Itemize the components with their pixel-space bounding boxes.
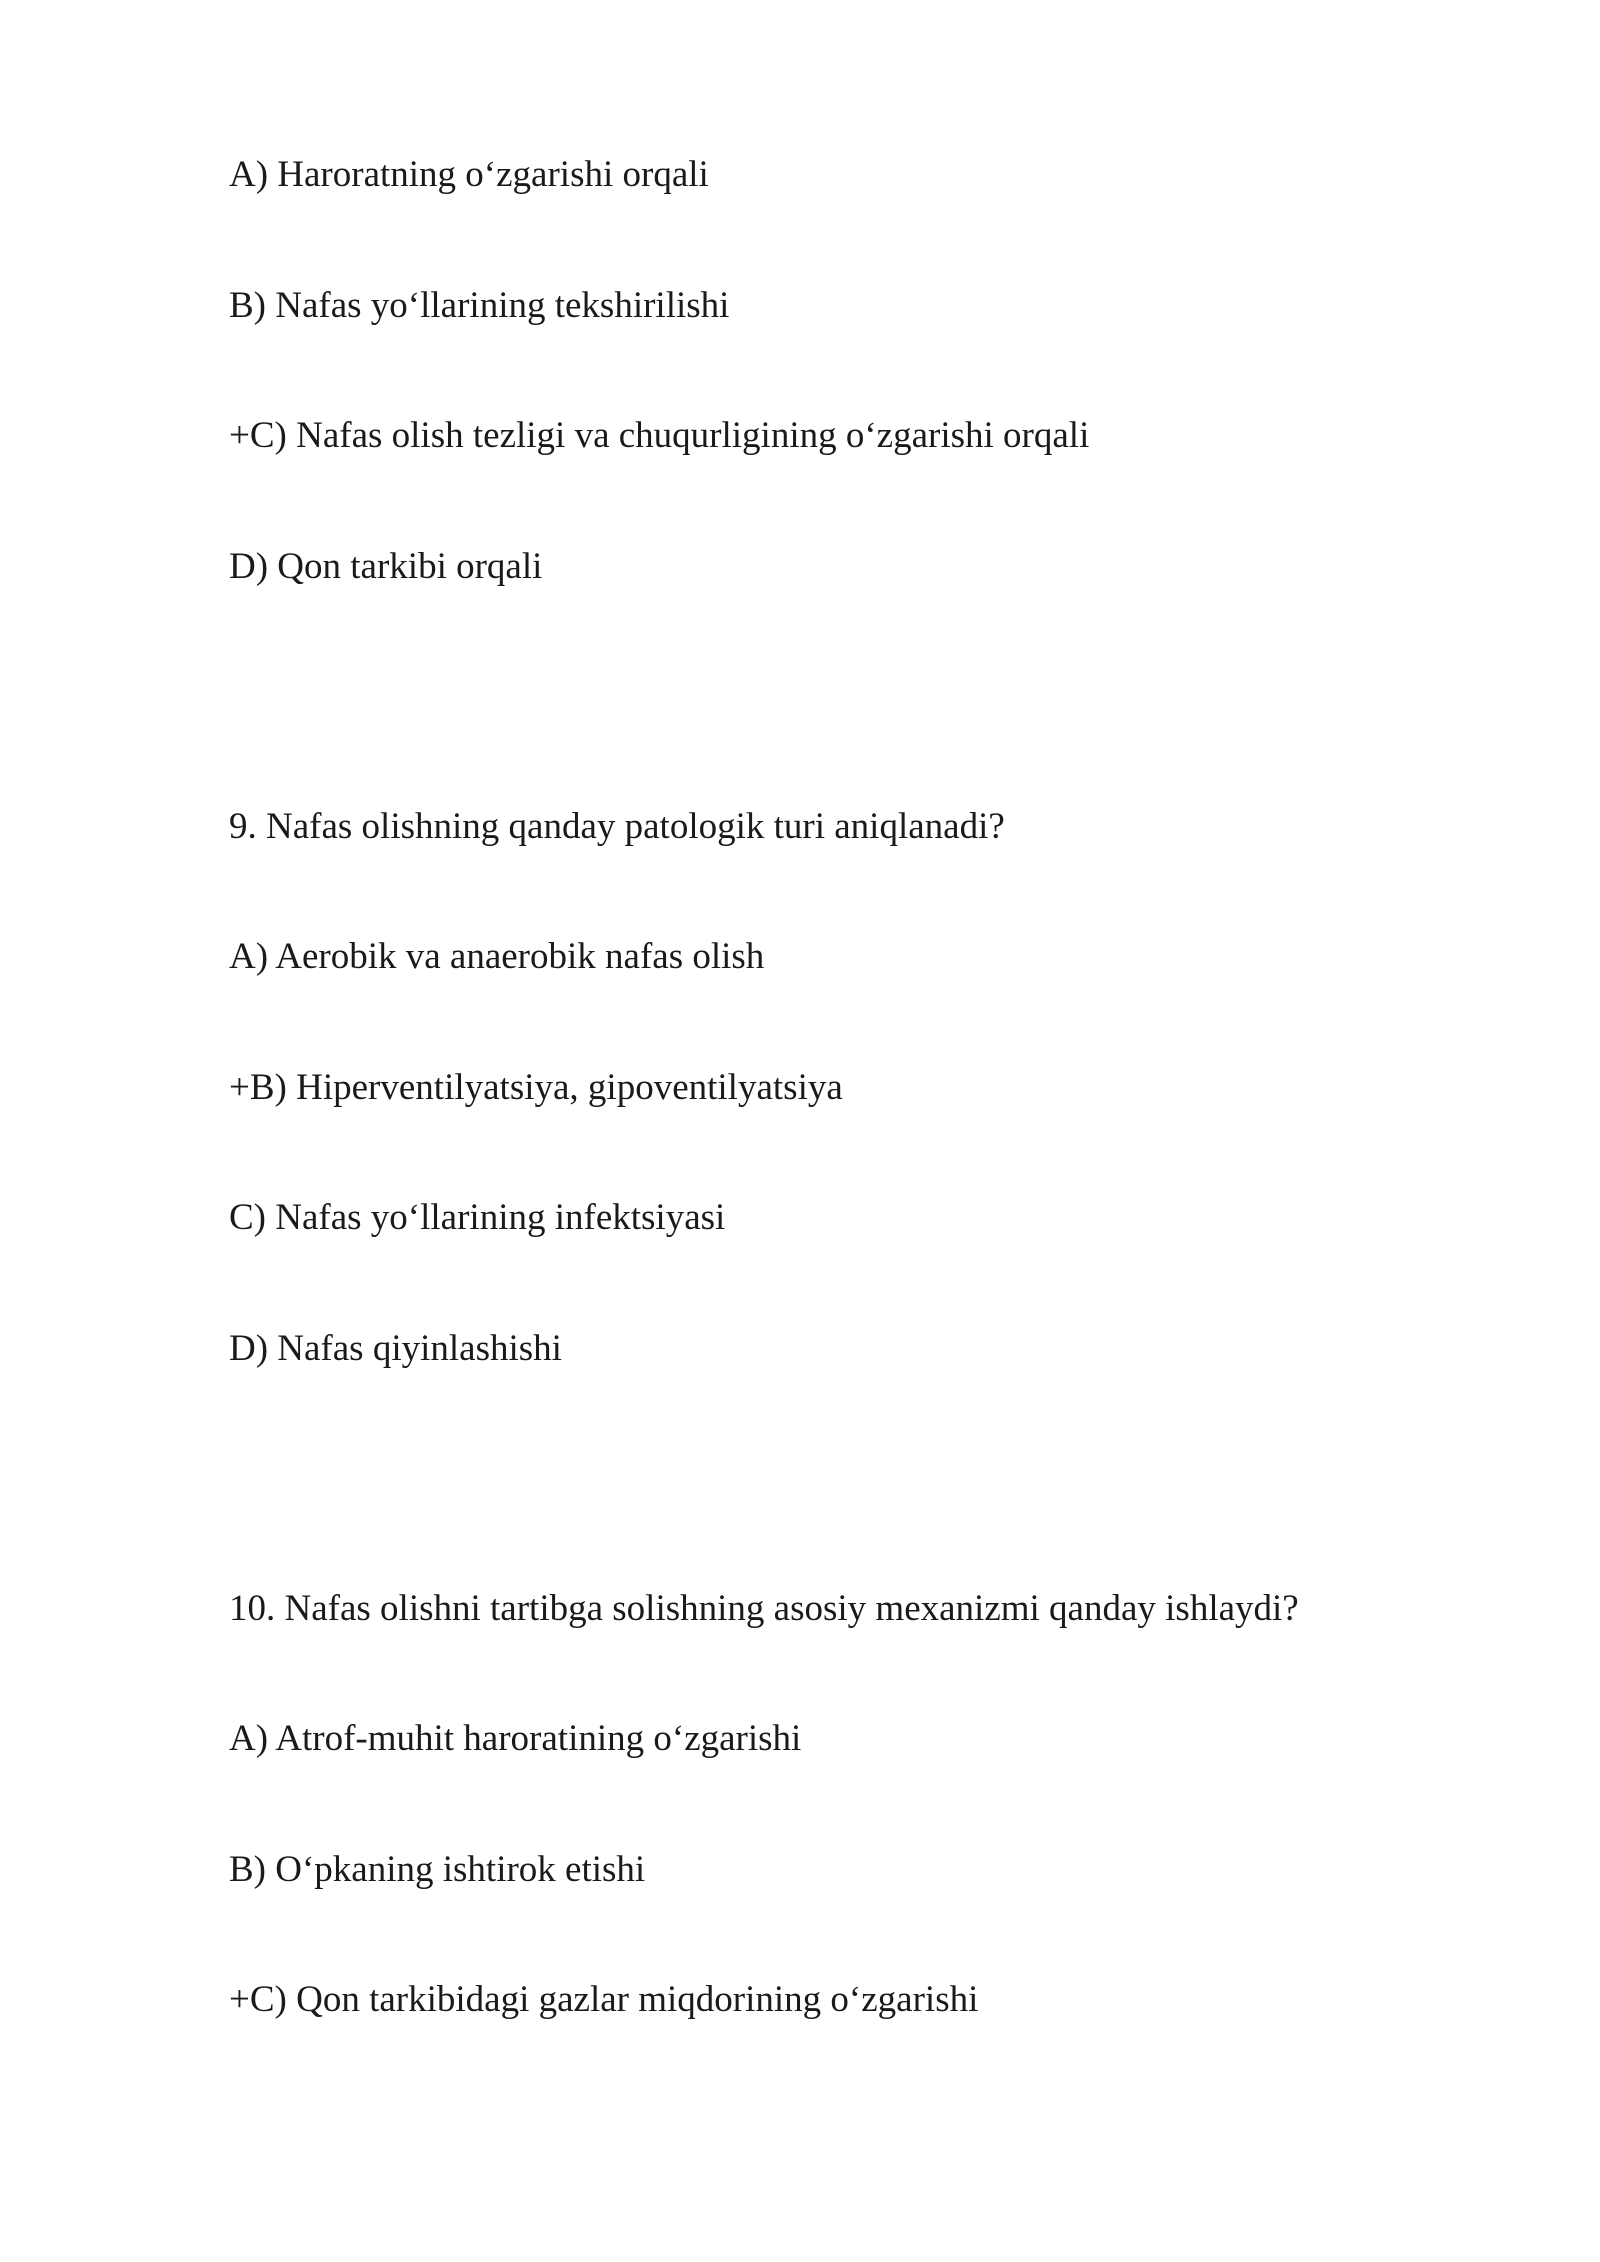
answer-option-correct: +C) Nafas olish tezligi va chuqurligining o‘zgarishi orqali bbox=[229, 415, 1090, 456]
answer-option-correct: +B) Hiperventilyatsiya, gipoventilyatsiya bbox=[229, 1067, 843, 1108]
answer-option: C) Nafas yo‘llarining infektsiyasi bbox=[229, 1197, 726, 1238]
answer-option: A) Atrof-muhit haroratining o‘zgarishi bbox=[229, 1718, 802, 1759]
answer-option: A) Haroratning o‘zgarishi orqali bbox=[229, 154, 709, 195]
answer-option: B) O‘pkaning ishtirok etishi bbox=[229, 1849, 646, 1890]
answer-option-correct: +C) Qon tarkibidagi gazlar miqdorining o‘zgarishi bbox=[229, 1979, 979, 2020]
answer-option: B) Nafas yo‘llarining tekshirilishi bbox=[229, 285, 730, 326]
answer-option: A) Aerobik va anaerobik nafas olish bbox=[229, 936, 765, 977]
answer-option: D) Nafas qiyinlashishi bbox=[229, 1328, 562, 1369]
question-10: 10. Nafas olishni tartibga solishning asosiy mexanizmi qanday ishlaydi? bbox=[229, 1588, 1299, 1629]
answer-option: D) Qon tarkibi orqali bbox=[229, 546, 543, 587]
question-9: 9. Nafas olishning qanday patologik turi aniqlanadi? bbox=[229, 806, 1005, 847]
